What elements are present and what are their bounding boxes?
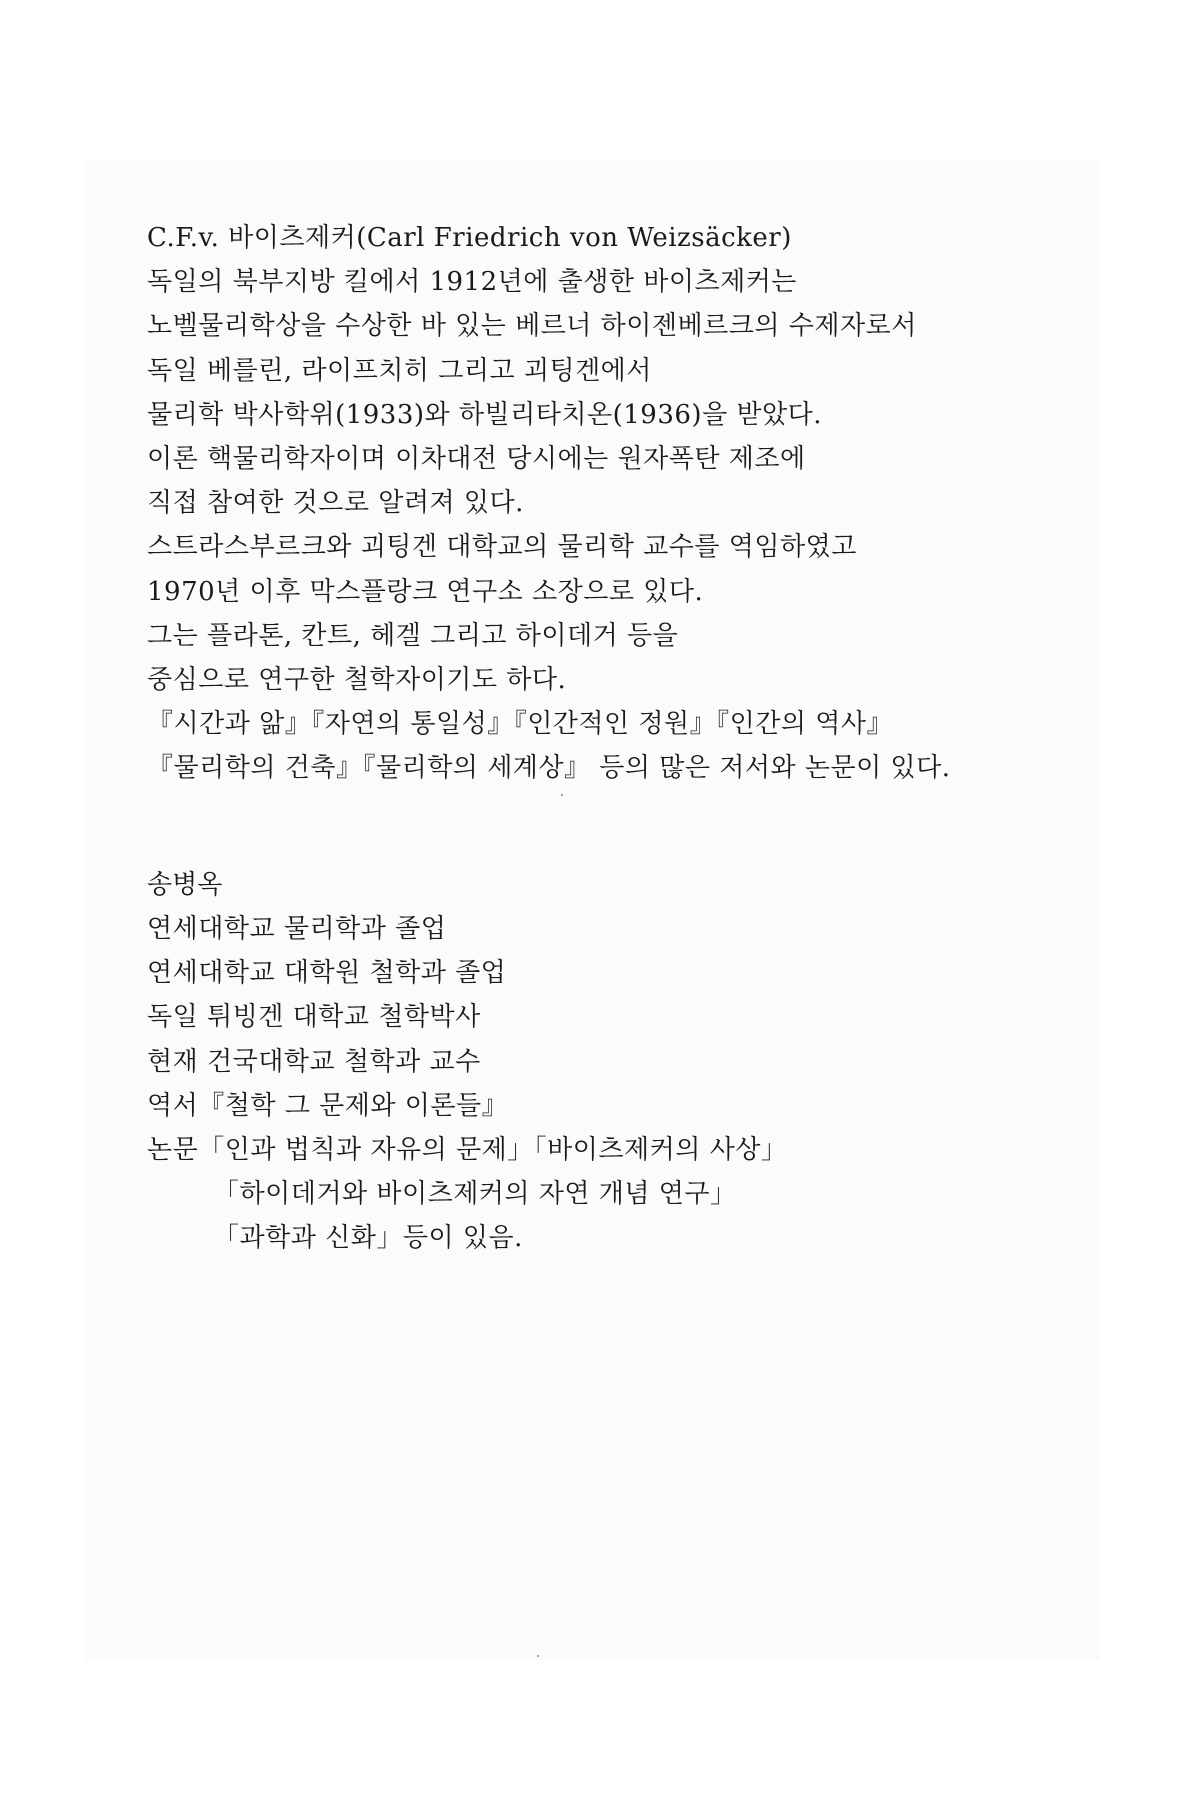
- translator-bio-line: 역서『철학 그 문제와 이론들』: [147, 1090, 509, 1121]
- author-bio-line: 독일의 북부지방 킬에서 1912년에 출생한 바이츠제커는: [147, 267, 797, 298]
- author-bio-line: 독일 베를린, 라이프치히 그리고 괴팅겐에서: [147, 355, 652, 386]
- translator-bio-line: 현재 건국대학교 철학과 교수: [147, 1046, 481, 1077]
- author-bio-line: 『물리학의 건축』『물리학의 세계상』 등의 많은 저서와 논문이 있다.: [147, 753, 951, 784]
- author-bio-line: 직접 참여한 것으로 알려져 있다.: [147, 488, 524, 519]
- translator-bio-line-indented: 「하이데거와 바이츠제커의 자연 개념 연구」: [213, 1179, 737, 1210]
- translator-bio-line: 독일 튀빙겐 대학교 철학박사: [147, 1002, 481, 1033]
- translator-bio: [147, 863, 787, 1261]
- author-bio-line: 그는 플라톤, 칸트, 헤겔 그리고 하이데거 등을: [147, 620, 679, 651]
- translator-bio-line: 연세대학교 대학원 철학과 졸업: [147, 958, 507, 989]
- author-bio-line: 1970년 이후 막스플랑크 연구소 소장으로 있다.: [147, 576, 704, 607]
- author-bio-line: 노벨물리학상을 수상한 바 있는 베르너 하이젠베르크의 수제자로서: [147, 311, 917, 342]
- speck: [537, 1655, 539, 1657]
- author-heading: C.F.v. 바이츠제커(Carl Friedrich von Weizsäcker): [147, 223, 792, 253]
- translator-name: 송병옥: [147, 870, 223, 900]
- translator-bio-line: 논문「인과 법칙과 자유의 문제」「바이츠제커의 사상」: [147, 1134, 788, 1165]
- speck: [561, 794, 563, 796]
- translator-bio-line: 연세대학교 물리학과 졸업: [147, 914, 447, 944]
- translator-bio-line-indented: 「과학과 신화」등이 있음.: [213, 1223, 523, 1254]
- author-bio-line: 스트라스부르크와 괴팅겐 대학교의 물리학 교수를 역임하였고: [147, 532, 857, 563]
- author-bio-line: 물리학 박사학위(1933)와 하빌리타치온(1936)을 받았다.: [147, 399, 823, 430]
- author-bio-line: 중심으로 연구한 철학자이기도 하다.: [147, 664, 567, 695]
- author-bio: [147, 216, 951, 790]
- author-bio-line: 『시간과 앎』『자연의 통일성』『인간적인 정원』『인간의 역사』: [147, 709, 893, 740]
- author-bio-line: 이론 핵물리학자이며 이차대전 당시에는 원자폭탄 제조에: [147, 443, 806, 474]
